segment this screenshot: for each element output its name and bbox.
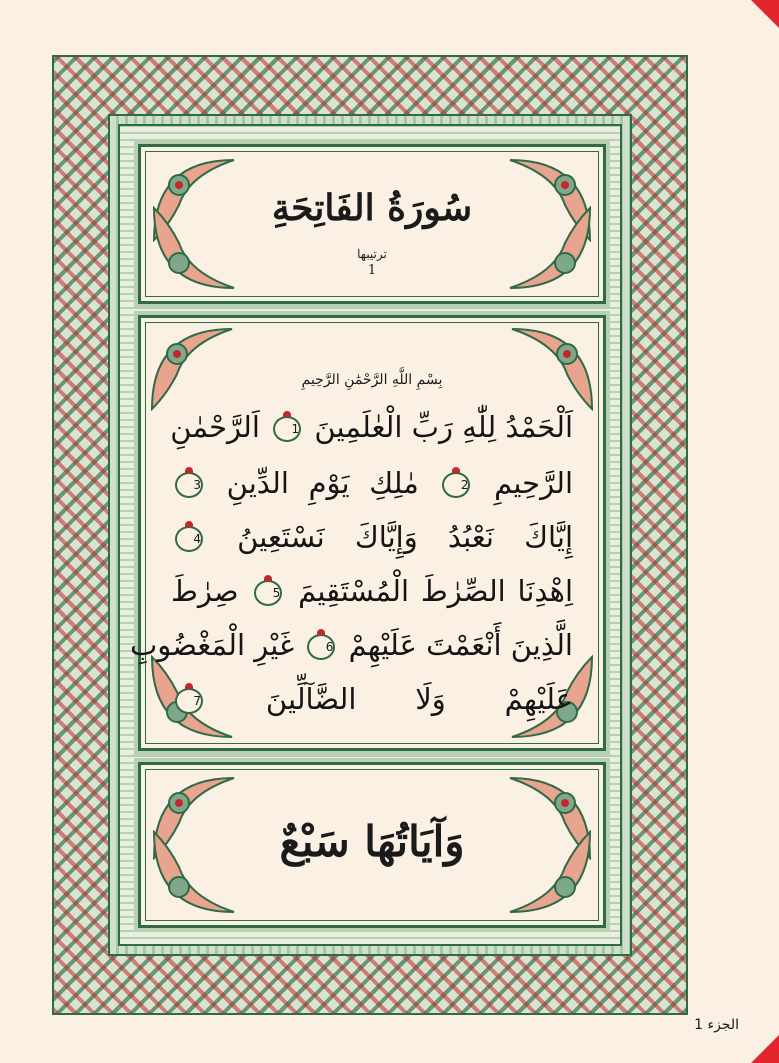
ayah-number-marker: 3 [175, 472, 203, 498]
corner-ornament-icon [147, 324, 237, 414]
verse-line [171, 520, 573, 554]
header-panel [138, 144, 606, 304]
corner-tab-top [751, 0, 779, 28]
basmala: بِسْمِ اللَّهِ الرَّحْمَٰنِ الرَّحِيمِ [301, 372, 443, 388]
footer-panel [138, 762, 606, 928]
verse-text: اَلرَّحْمٰنِ [170, 410, 260, 444]
corner-ornament-icon [507, 324, 597, 414]
juz-label: الجزء [707, 1017, 739, 1033]
verse-text: إِيَّاكَ نَعْبُدُ وَإِيَّاكَ نَسْتَعِينُ [207, 520, 573, 554]
page-number-value: 1 [694, 1017, 704, 1033]
verse-text: اِهْدِنَا الصِّرٰطَ الْمُسْتَقِيمَ [286, 574, 574, 608]
verse-line [171, 682, 573, 716]
verse-text: الَّذِينَ أَنْعَمْتَ عَلَيْهِمْ [339, 628, 573, 662]
surah-title: سُورَةُ الفَاتِحَةِ [271, 187, 473, 229]
verse-line [171, 466, 573, 500]
verse-count-text: وَآيَاتُهَا سَبْعٌ [279, 817, 465, 866]
ayah-number-marker: 7 [175, 688, 203, 714]
ayah-number-marker: 4 [175, 526, 203, 552]
verse-text: اَلْحَمْدُ لِلّٰهِ رَبِّ الْعٰلَمِينَ [305, 410, 573, 444]
verse-text: الرَّحِيمِ [474, 466, 573, 500]
ornamental-frame [52, 55, 688, 1015]
verse-text: صِرٰطَ [171, 574, 239, 608]
ayah-number-marker: 2 [442, 472, 470, 498]
verse-line [171, 574, 573, 608]
page-number [694, 1017, 739, 1033]
verse-line [171, 410, 573, 444]
ayah-number-marker: 1 [273, 416, 301, 442]
verse-text: مٰلِكِ يَوْمِ الدِّينِ [207, 466, 419, 500]
corner-tab-bottom [751, 1035, 779, 1063]
verse-line [129, 628, 573, 662]
verse-text: عَلَيْهِمْ وَلَا الضَّآلِّينَ [207, 682, 573, 716]
verse-text: غَيْرِ الْمَغْضُوبِ [129, 628, 295, 662]
verses-panel [129, 315, 606, 751]
ayah-number-marker: 6 [307, 634, 335, 660]
ayah-number-marker: 5 [254, 580, 282, 606]
order-label: ترتيبها [357, 247, 387, 261]
order-number: 1 [367, 263, 377, 278]
